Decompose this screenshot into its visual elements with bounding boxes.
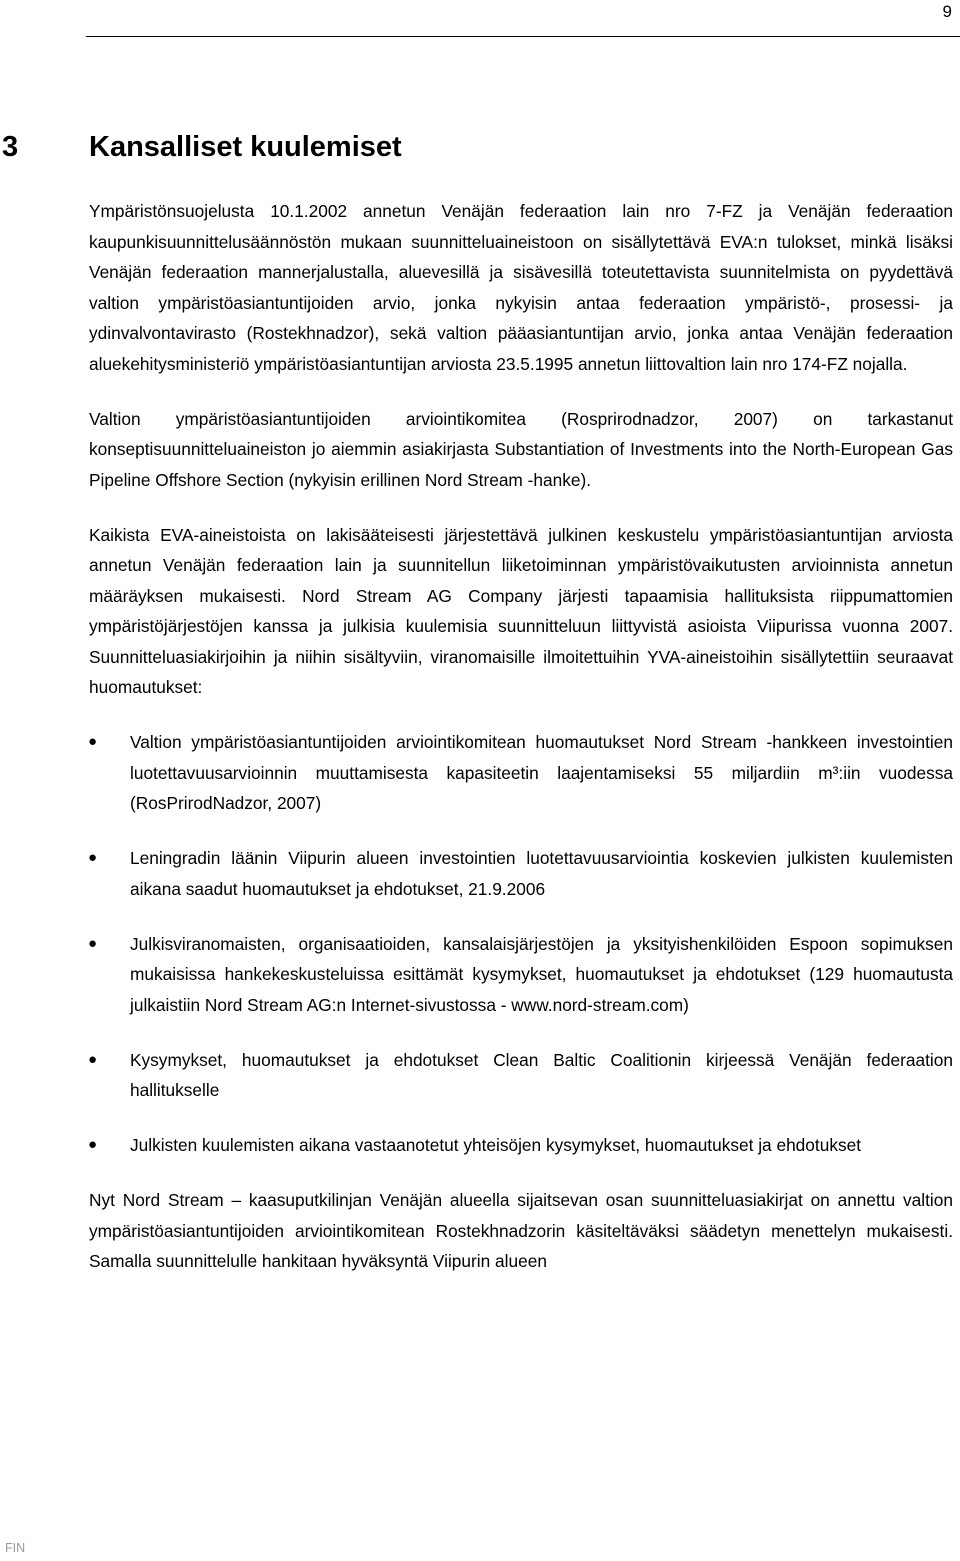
list-item [89, 727, 953, 819]
section-number: 3 [2, 131, 19, 163]
list-item-text: Julkisten kuulemisten aikana vastaanotetut yhteisöjen kysymykset, huomautukset ja ehdotukset [130, 1135, 862, 1155]
bullet-icon: ● [88, 1050, 98, 1068]
list-item [89, 1045, 953, 1106]
bullet-icon: ● [88, 1136, 98, 1153]
paragraph-legal-basis: Ympäristönsuojelusta 10.1.2002 annetun Venäjän federaation lain nro 7-FZ ja Venäjän federaation kaupunkisuunnittelusäännöstön mukaan suunnitteluaineistoon on sisällytettävä EVA:n tulokset, minkä lisäksi Venäjän federaation mannerjalustalla, aluevesillä ja sisävesillä toteutettavista suunnitelmista on pyydettävä valtion ympäristöasiantuntijoiden arvio, jonka nykyisin antaa federaation ympäristö-, prosessi- ja ydinvalvontavirasto (Rostekhnadzor), sekä valtion pääasiantuntijan arvio, jonka antaa Venäjän federaation aluekehitysministeriö ympäristöasiantuntijan arviosta 23.5.1995 annetun liittovaltion lain nro 174-FZ nojalla. [89, 201, 953, 374]
comments-list [89, 727, 953, 1161]
bullet-icon: ● [88, 733, 98, 750]
bullet-icon: ● [88, 849, 98, 866]
footer-language-code: FIN [5, 1541, 26, 1555]
bullet-icon: ● [88, 934, 98, 952]
paragraph-public-discussion: Kaikista EVA-aineistoista on lakisääteisesti järjestettävä julkinen keskustelu ympäristöasiantuntijan arviosta annetun Venäjän federaation lain ja suunnitellun liiketoiminnan ympäristövaikutusten arvioinnista annetun määräyksen mukaisesti. Nord Stream AG Company järjesti tapaamisia hallituksista riippumattomien ympäristöjärjestöjen kanssa ja julkisia kuulemisia suunnitteluun liittyvistä asioista Viipurissa vuonna 2007. Suunnitteluasiakirjoihin ja niihin sisältyviin, viranomaisille ilmoitettuihin YVA-aineistoihin sisällytettiin seuraavat huomautukset: [89, 524, 953, 697]
section-title: Kansalliset kuulemiset [89, 131, 402, 163]
paragraph-review-committee: Valtion ympäristöasiantuntijoiden arviointikomitea (Rosprirodnadzor, 2007) on tarkastanut konseptisuunnitteluaineiston jo aiemmin asiakirjasta Substantiation of Investments into the North-European Gas Pipeline Offshore Section (nykyisin erillinen Nord Stream -hanke). [89, 408, 953, 490]
paragraph-submission: Nyt Nord Stream – kaasuputkilinjan Venäjän alueella sijaitsevan osan suunnitteluasiakirjat on annettu valtion ympäristöasiantuntijoiden arviointikomitean Rostekhnadzorin käsiteltäväksi säädetyn menettelyn mukaisesti. Samalla suunnittelulle hankitaan hyväksyntä Viipurin alueen [89, 1190, 953, 1271]
list-item [89, 929, 953, 1021]
list-item-text: Julkisviranomaisten, organisaatioiden, kansalaisjärjestöjen ja yksityishenkilöiden Espoon sopimuksen mukaisissa hankekeskusteluissa esittämät kysymykset, huomautukset ja ehdotukset (129 huomautusta julkaistiin Nord Stream AG:n Internet-sivustossa - www.nord-stream.com) [130, 933, 953, 1015]
header-rule [86, 36, 960, 37]
document-body [89, 196, 953, 1277]
list-item [89, 1130, 953, 1161]
page-number: 9 [942, 2, 952, 21]
list-item-text: Valtion ympäristöasiantuntijoiden arviointikomitean huomautukset Nord Stream -hankkeen investointien luotettavuusarvioinnin muuttamisesta kapasiteetin laajentamiseksi 55 miljardiin m³:iin vuodessa (RosPrirodNadzor, 2007) [130, 732, 953, 813]
list-item [89, 843, 953, 904]
list-item-text: Kysymykset, huomautukset ja ehdotukset Clean Baltic Coalitionin kirjeessä Venäjän federaation hallitukselle [130, 1049, 953, 1100]
list-item-text: Leningradin läänin Viipurin alueen investointien luotettavuusarviointia koskevien julkisten kuulemisten aikana saadut huomautukset ja ehdotukset, 21.9.2006 [130, 848, 953, 899]
